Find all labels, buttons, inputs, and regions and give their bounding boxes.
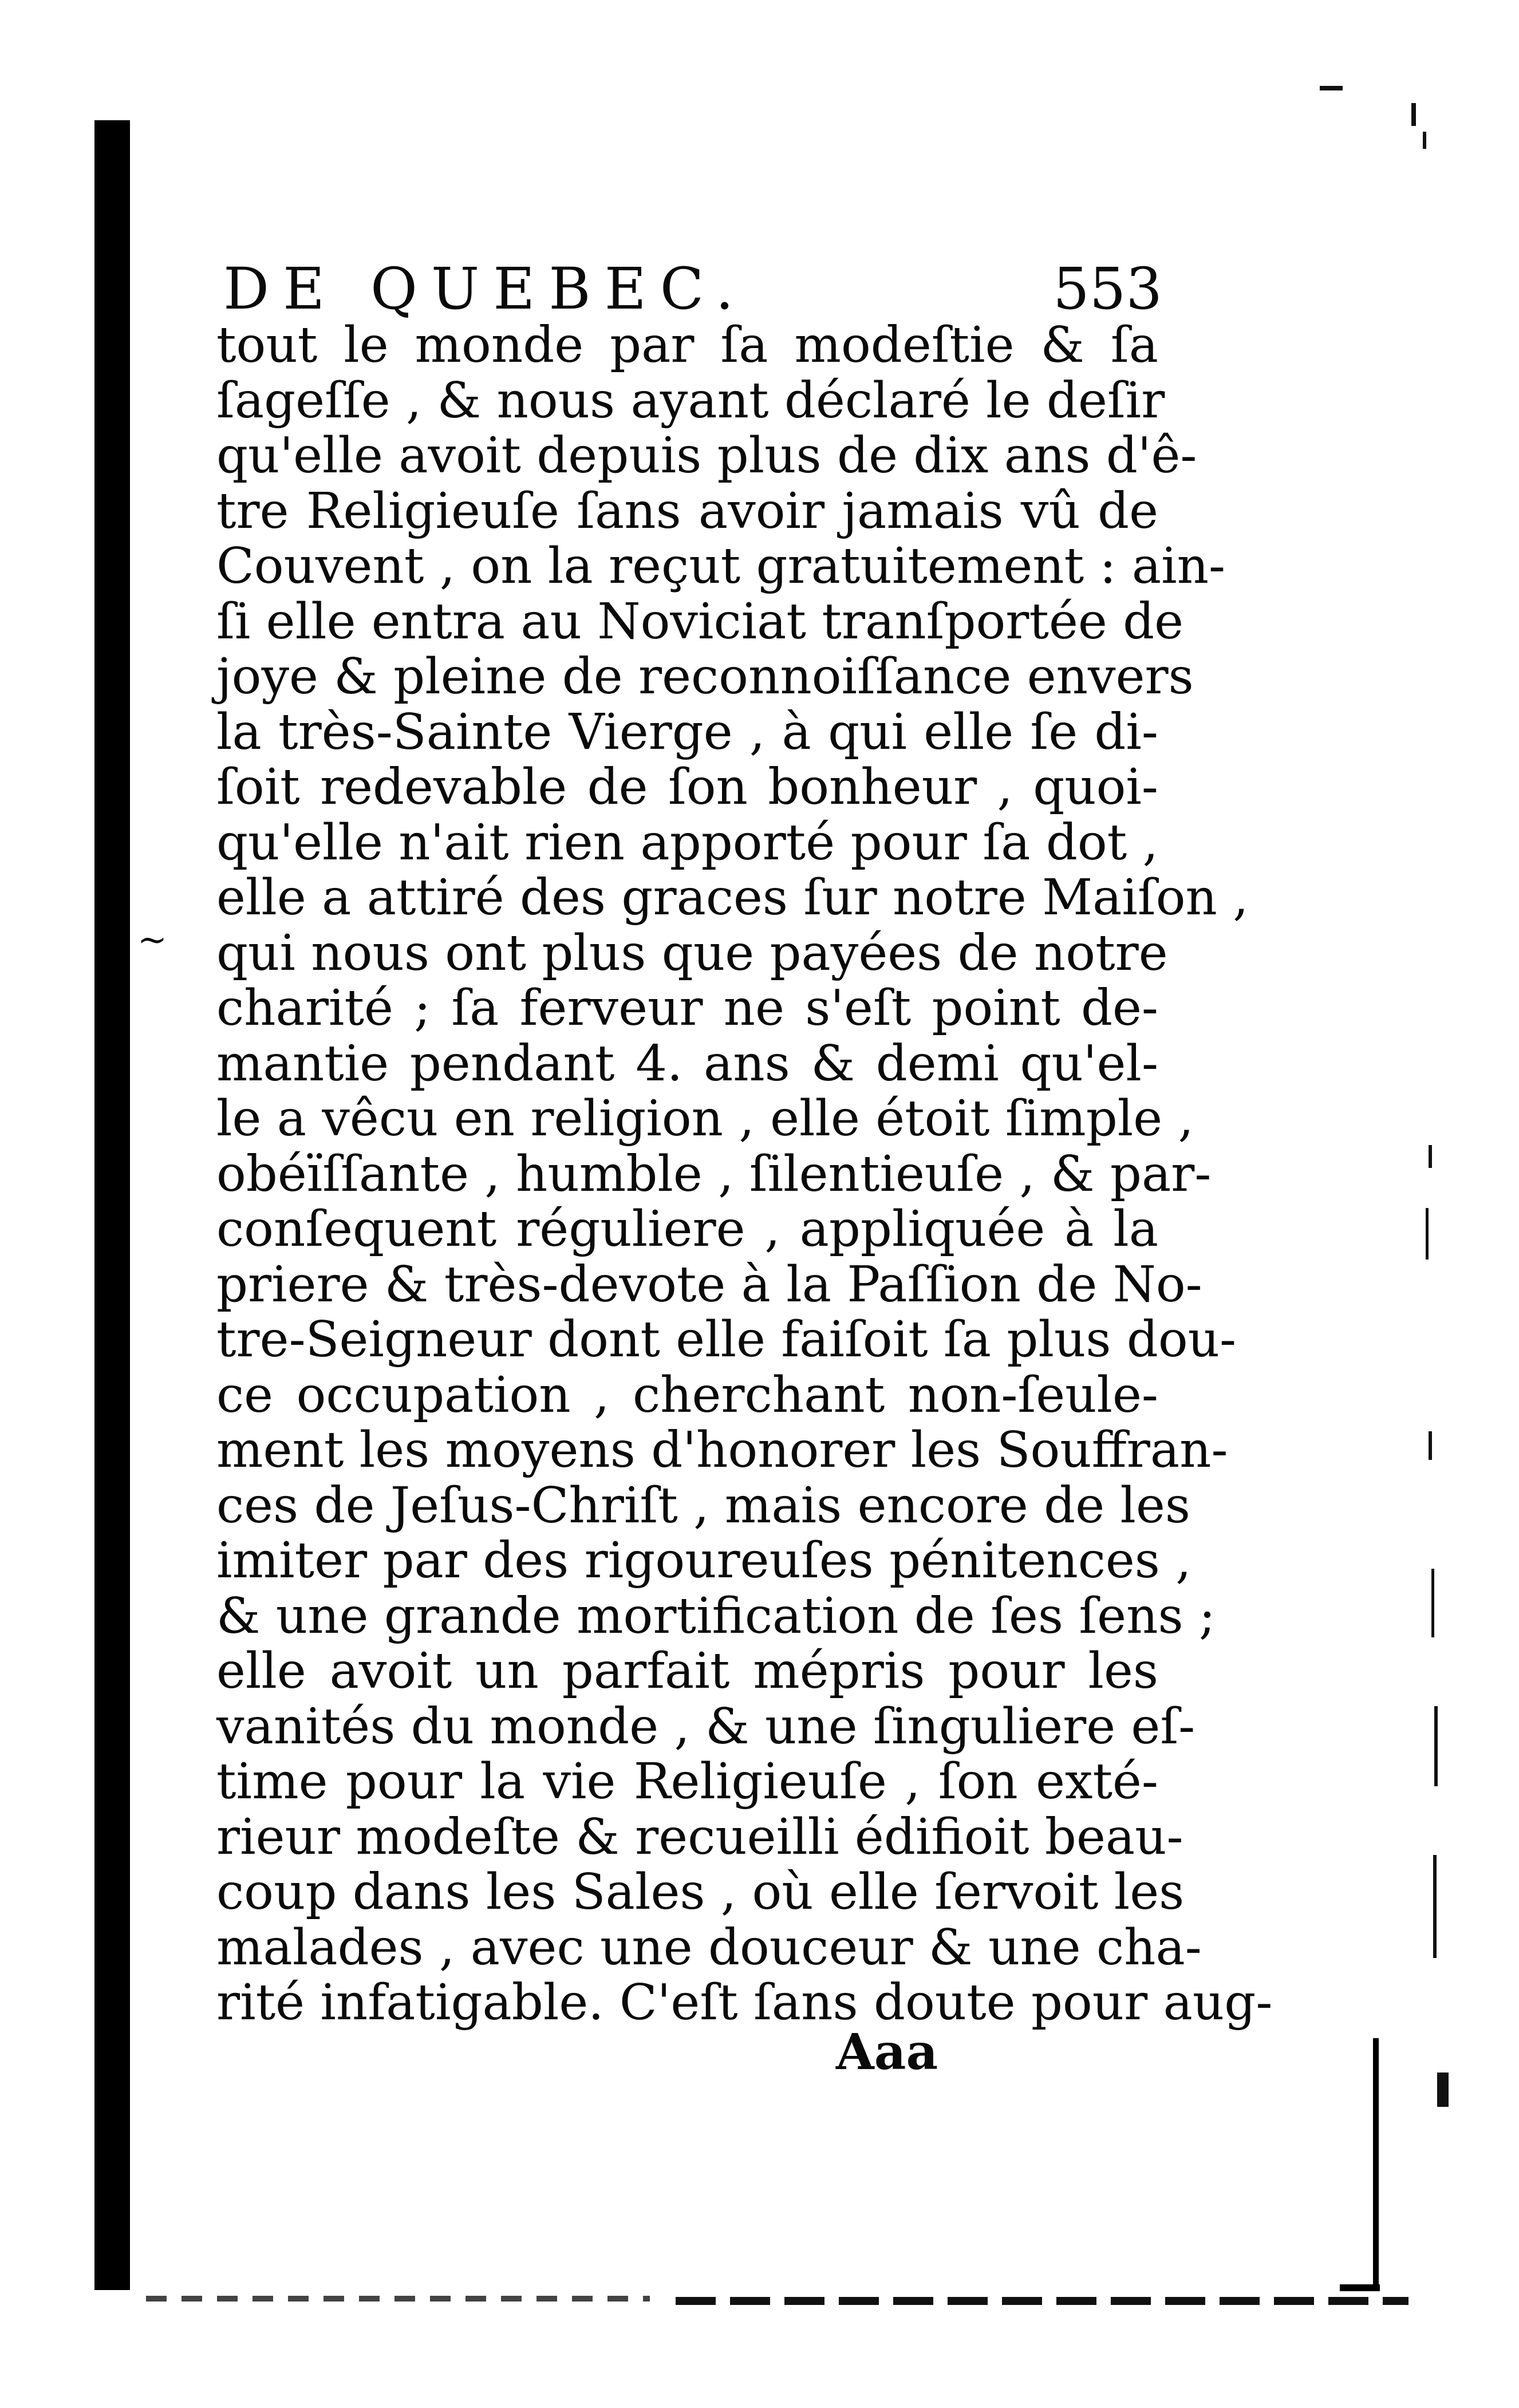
- text-line: imiter par des rigoureuſes pénitences ,: [216, 1532, 1191, 1589]
- bottom-edge-shadow-left: [146, 2296, 650, 2302]
- text-line: malades , avec une douceur & une cha-: [216, 1918, 1202, 1976]
- text-line: la très-Sainte Vierge , à qui elle ſe di-: [216, 703, 1158, 761]
- text-line: vanités du monde , & une ſinguliere eſ-: [216, 1698, 1196, 1755]
- text-line: rité infatigable. C'eſt ſans doute pour aug-: [216, 1974, 1273, 2031]
- text-line: qui nous ont plus que payées de notre: [216, 924, 1168, 982]
- text-line: mantie pendant 4. ans & demi qu'el-: [216, 1035, 1158, 1092]
- page-number: 553: [1053, 255, 1162, 322]
- text-line: ce occupation , cherchant non-ſeule-: [216, 1366, 1158, 1424]
- binding-shadow: [94, 120, 130, 2290]
- text-line: ſageſſe , & nous ayant déclaré le deſir: [216, 372, 1165, 429]
- text-line: elle a attiré des graces ſur notre Maiſon ,: [216, 869, 1249, 926]
- text-line: priere & très-devote à la Paſſion de No-: [216, 1256, 1202, 1313]
- text-line: qu'elle n'ait rien apporté pour ſa dot ,: [216, 814, 1158, 871]
- page-header: [223, 252, 1162, 326]
- text-line: tre-Seigneur dont elle faiſoit ſa plus dou-: [216, 1311, 1237, 1368]
- text-line: charité ; ſa ferveur ne s'eſt point de-: [216, 980, 1158, 1037]
- text-line: tre Religieuſe ſans avoir jamais vû de: [216, 482, 1158, 540]
- body-text: [216, 317, 1273, 2035]
- right-edge-specks: [1371, 69, 1457, 2302]
- text-line: le a vêcu en religion , elle étoit ſimple ,: [216, 1090, 1194, 1147]
- text-line: elle avoit un parfait mépris pour les: [216, 1643, 1158, 1700]
- text-line: rieur modeſte & recueilli édifioit beau-: [216, 1808, 1183, 1866]
- text-line: & une grande mortification de ſes ſens ;: [216, 1587, 1216, 1645]
- text-line: coup dans les Sales , où elle ſervoit les: [216, 1864, 1185, 1921]
- running-head: DE QUEBEC.: [223, 255, 748, 322]
- text-line: Couvent , on la reçut gratuitement : ain-: [216, 538, 1226, 595]
- margin-mark-icon: ~: [137, 918, 167, 960]
- text-line: time pour la vie Religieuſe , ſon exté-: [216, 1753, 1158, 1810]
- bottom-edge-shadow-right: [676, 2297, 1408, 2305]
- text-line: ces de Jeſus-Chriſt , mais encore de les: [216, 1477, 1190, 1534]
- text-line: tout le monde par ſa modeſtie & ſa: [216, 317, 1158, 374]
- text-line: ment les moyens d'honorer les Souffran-: [216, 1422, 1228, 1479]
- text-line: obéïſſante , humble , ſilentieuſe , & par-: [216, 1145, 1212, 1203]
- text-line: joye & pleine de reconnoiſſance envers: [216, 648, 1194, 705]
- text-line: qu'elle avoit depuis plus de dix ans d'ê-: [216, 427, 1197, 484]
- text-line: ſi elle entra au Noviciat tranſportée de: [216, 593, 1184, 650]
- signature-mark: Aaa: [836, 2023, 938, 2081]
- text-line: conſequent réguliere , appliquée à la: [216, 1201, 1158, 1258]
- text-line: ſoit redevable de ſon bonheur , quoi-: [216, 759, 1158, 816]
